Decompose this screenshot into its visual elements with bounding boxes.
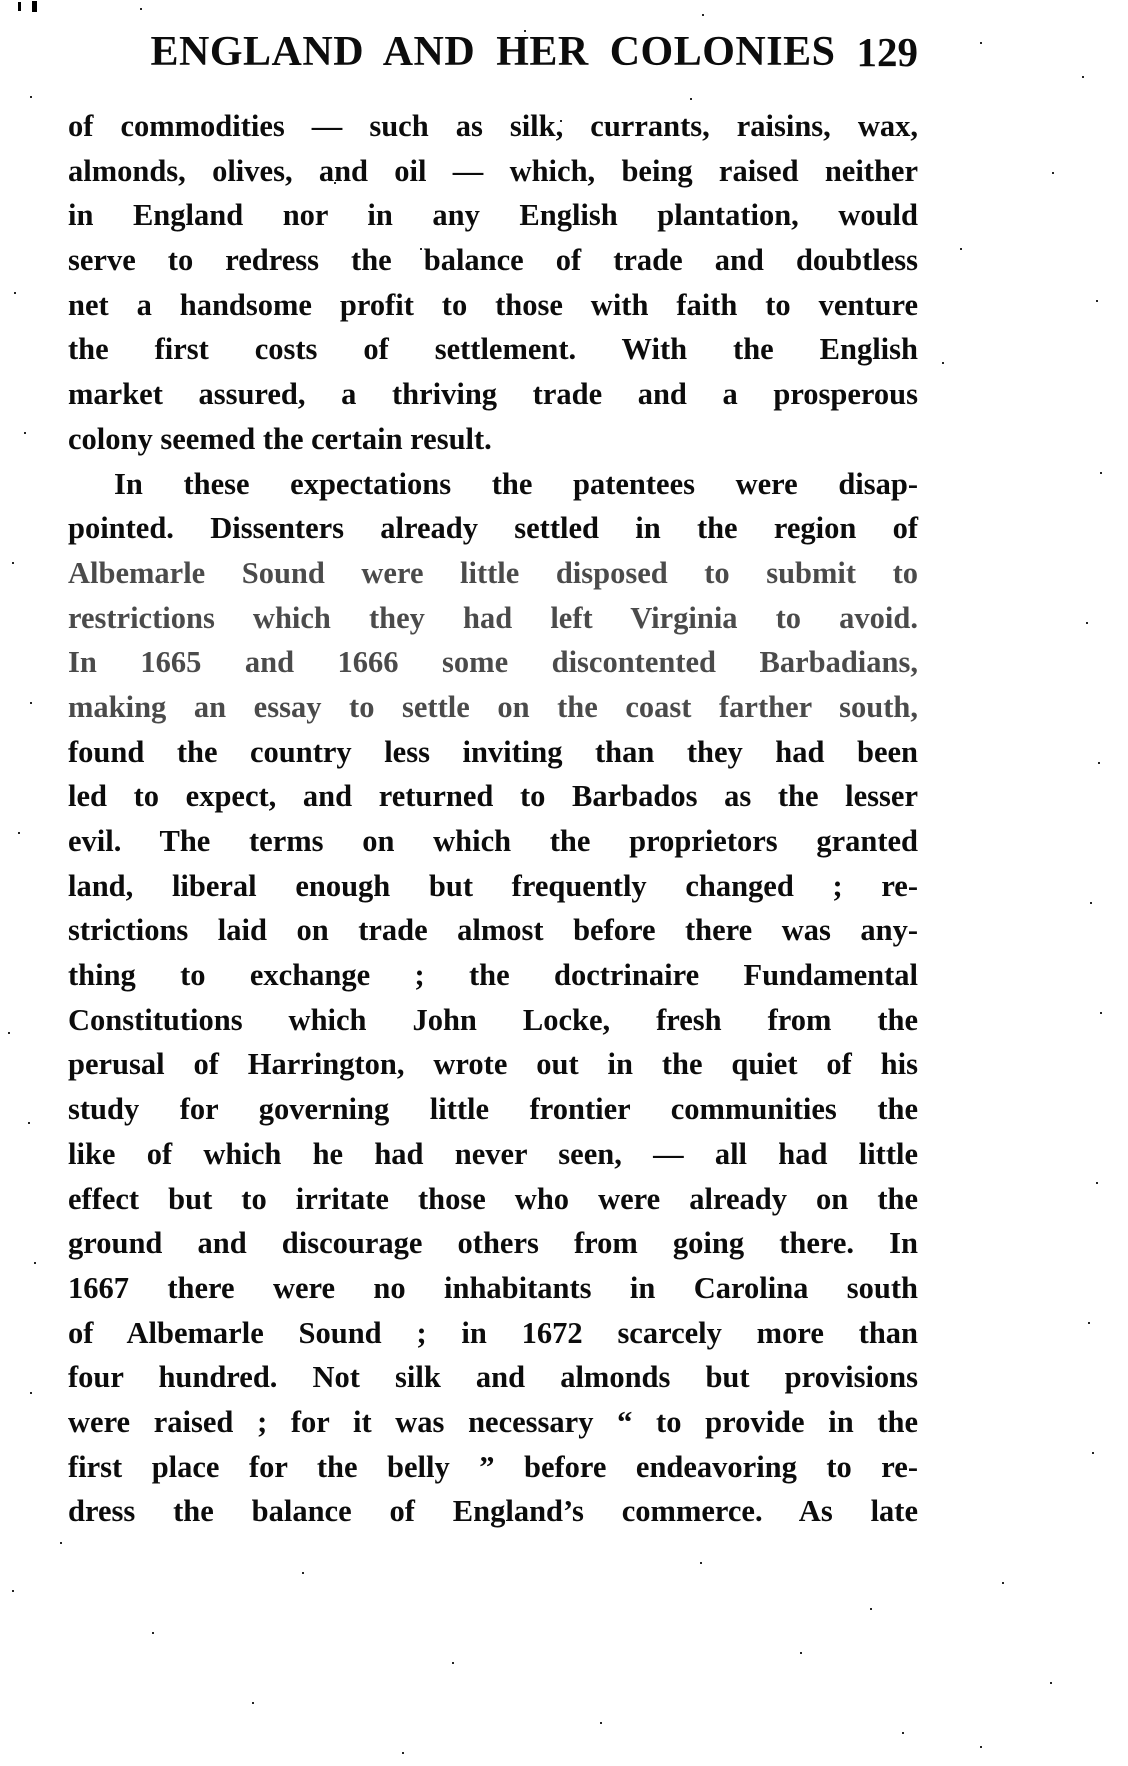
text-line: of commodities — such as silk, currants, raisins, wax,: [68, 109, 918, 143]
text-line: perusal of Harrington, wrote out in the quiet of his: [68, 1047, 918, 1082]
text-line: Constitutions which John Locke, fresh from the: [68, 1002, 918, 1037]
text-line: market assured, a thriving trade and a prosperous: [68, 377, 918, 412]
text-line: thing to exchange ; the doctrinaire Fundamental: [68, 958, 918, 993]
text-line: ground and discourage others from going there. In: [68, 1226, 918, 1261]
text-line: 1667 there were no inhabitants in Carolina south: [68, 1270, 918, 1305]
text-line: In these expectations the patentees were disap-: [114, 466, 918, 501]
text-line: first place for the belly ” before endeavoring to re-: [68, 1449, 918, 1484]
text-line: strictions laid on trade almost before there was any-: [68, 913, 918, 948]
text-line: almonds, olives, and oil — which, being raised neither: [68, 153, 918, 188]
page-title: ENGLAND AND HER COLONIES: [150, 29, 836, 75]
text-line: led to expect, and returned to Barbados as the lesser: [68, 779, 918, 814]
scan-edge-artifact: [18, 2, 21, 11]
text-line: study for governing little frontier communities the: [68, 1092, 918, 1127]
text-line: making an essay to settle on the coast farther south,: [68, 689, 918, 724]
page-content: [68, 22, 918, 1534]
text-line: effect but to irritate those who were already on the: [68, 1181, 918, 1216]
text-line: Albemarle Sound were little disposed to submit to: [68, 555, 918, 590]
text-line: net a handsome profit to those with faith to venture: [68, 287, 918, 322]
text-line: pointed. Dissenters already settled in the region of: [68, 511, 918, 546]
running-header: [68, 22, 918, 104]
text-line: serve to redress the balance of trade and doubtless: [68, 243, 918, 278]
text-line: four hundred. Not silk and almonds but provisions: [68, 1360, 918, 1395]
text-line: evil. The terms on which the proprietors granted: [68, 824, 918, 858]
scan-noise-speckles: [0, 0, 2, 2]
page-number: 129: [856, 29, 918, 75]
body-text: [68, 104, 918, 1534]
text-line: found the country less inviting than they had been: [68, 734, 918, 769]
text-line: dress the balance of England’s commerce. As late: [68, 1494, 918, 1529]
text-line: the first costs of settlement. With the English: [68, 332, 918, 367]
text-line: In 1665 and 1666 some discontented Barbadians,: [68, 645, 918, 680]
text-line: land, liberal enough but frequently changed ; re-: [68, 868, 918, 903]
text-line: restrictions which they had left Virginia to avoid.: [68, 600, 918, 635]
text-line: were raised ; for it was necessary “ to provide in the: [68, 1404, 918, 1439]
text-line: of Albemarle Sound ; in 1672 scarcely more than: [68, 1315, 918, 1350]
text-line: in England nor in any English plantation, would: [68, 198, 918, 233]
text-line: colony seemed the certain result.: [68, 421, 492, 456]
text-line: like of which he had never seen, — all had little: [68, 1136, 918, 1171]
